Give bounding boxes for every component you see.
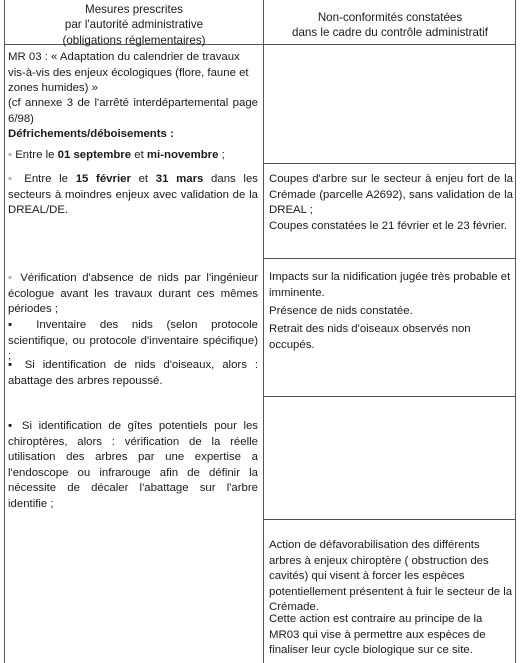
mr03-intro: MR 03 : « Adaptation du calendrier de travaux vis-à-vis des enjeux écologiques (flore, faune et zones humides) » [8,51,249,94]
right-row-rule-3 [263,396,516,397]
header-right [266,10,514,41]
period-2-end: 31 mars [155,173,204,185]
bats-action: Action de défavorabilisation des différents arbres à enjeux chiroptère ( obstruction des cavités) qui visent à forcer les espèces potentiellement présentent à fuir le secteur de la Crémade. [269,539,513,613]
prescriptions-table [4,0,516,663]
period-1-prefix: ◦ Entre le [8,149,58,161]
period-1-end: mi-novembre [146,149,219,161]
period-1-start: 01 septembre [57,149,132,161]
header-left-line-1: Mesures prescrites [85,3,183,16]
period-2-prefix: ◦ Entre le [8,173,76,185]
header-left [8,2,260,48]
nests-check: ◦ Vérification d'absence de nids par l'ingénieur écologue avant les travaux durant ces mêmes périodes ; [8,272,258,315]
table-border-left [4,0,5,663]
period-1-suffix: ; [218,149,225,161]
header-left-line-3: (obligations réglementaires) [62,33,206,47]
right-row-rule-2 [263,258,516,259]
table-border-right [515,0,516,663]
header-right-line-1: Non-conformités constatées [317,11,463,24]
nesting-impact: Impacts sur la nidification jugée très probable et imminente. [269,271,511,299]
nests-inventory: ▪ Inventaire des nids (selon protocole scientifique, ou protocole d'inventaire spécifique) ; [8,319,258,362]
period-1 [8,148,258,164]
nests-removed: Retrait des nids d'oiseaux observés non occupés. [269,323,471,351]
period-2-mid: et [130,173,156,185]
right-row-rule-1 [263,163,516,164]
header-left-line-2: par l'autorité administrative [64,18,204,32]
right-row-rule-4 [263,519,516,520]
period-2-suffix: dans les secteurs à moindres enjeux avec validation de la DREAL/DE. [8,173,258,216]
cuts-finding: Coupes d'arbre sur le secteur à enjeu fort de la Crémade (parcelle A2692), sans validation de la DREAL ; [269,173,513,216]
section-title: Défrichements/déboisements : [8,128,174,140]
period-2 [8,172,258,219]
nests-found: ▪ Si identification de nids d'oiseaux, alors : abattage des arbres repoussé. [8,359,258,387]
column-divider [263,0,264,663]
annex-reference: (cf annexe 3 de l'arrêté interdépartemental page 6/98) [8,97,258,125]
bats-conclusion: Cette action est contraire au principe de la MR03 qui vise à permettre aux espèces de finaliser leur cycle biologique sur ce site. [269,613,486,656]
header-right-line-2: dans le cadre du contrôle administratif [292,26,488,40]
cuts-dates: Coupes constatées le 21 février et le 23 février. [269,220,508,232]
nests-present: Présence de nids constatée. [269,305,413,317]
bats-measure: ▪ Si identification de gîtes potentiels pour les chiroptères, alors : vérification de la réelle utilisation des arbres par une expertise a l'endoscope ou infrarouge afin de définir la nécessite de décaler l'abattage sur l'arbre identifie ; [8,420,258,510]
period-1-mid: et [131,149,147,161]
period-2-start: 15 février [75,173,131,185]
